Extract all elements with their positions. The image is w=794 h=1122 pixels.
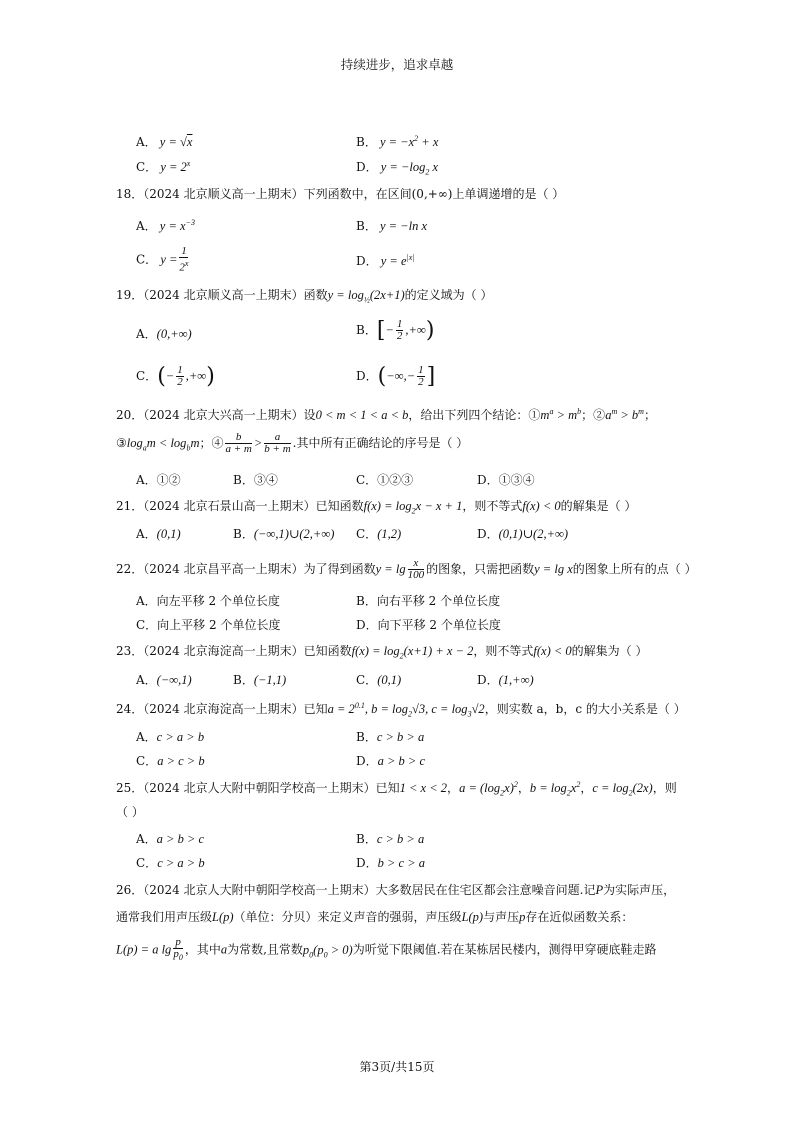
q25-option-d: D．b > c > a <box>356 856 426 870</box>
q19-option-d: D．(−∞,− $\frac{1}{2}$ ] <box>356 364 436 389</box>
q20-option-a: A．①② <box>136 473 181 487</box>
q24-option-b: B．c > b > a <box>356 730 425 744</box>
q19-stem: 19．（2024 北京顺义高一上期末）函数$y = \log_{\frac{1}{2}}(2x+1)$的定义域为（ ） <box>116 288 493 305</box>
header-motto: 持续进步，追求卓越 <box>340 57 454 72</box>
q18-option-b: B． y = −ln x <box>356 219 428 233</box>
q25-option-c: C．c > a > b <box>136 856 205 870</box>
q21-stem: 21．（2024 北京石景山高一上期末）已知函数$f(x) = \log_2x - x + 1$，则不等式f(x) < 0的解集是（ ） <box>116 499 637 516</box>
q18-option-a: A． $y = x^{-3}$ <box>136 217 195 233</box>
q17-option-c: C． $y = 2^x$ <box>136 158 191 174</box>
q21-option-d: D．(0,1)∪(2,+∞) <box>477 527 569 541</box>
q25-paren: （ ） <box>116 805 144 819</box>
q24-option-a: A．c > a > b <box>136 730 205 744</box>
q18-option-c: C． y = $\frac{1}{2^x}$ <box>136 245 189 274</box>
q22-option-b: B．向右平移 2 个单位长度 <box>356 594 501 608</box>
q23-stem: 23．（2024 北京海淀高一上期末）已知函数$f(x) = \log_2(x+1) + x - 2$，则不等式f(x) < 0的解集为（ ） <box>116 644 648 661</box>
q19-option-b: B．[− $\frac{1}{2}$ ,+∞) <box>356 318 435 343</box>
q22-option-d: D．向下平移 2 个单位长度 <box>356 618 501 632</box>
q23-option-b: B．(−1,1) <box>233 673 287 687</box>
q19-option-a: A．(0,+∞) <box>136 327 192 341</box>
q18-option-d: D． $y = e^{|x|}$ <box>356 252 415 268</box>
q20-option-d: D．①③④ <box>477 473 535 487</box>
q24-stem: 24．（2024 北京海淀高一上期末）已知$a = 2^{0.1}$, $b = \log_2√3$, $c = \log_3√2$，则实数 a，b，c 的大小关系是（ ） <box>116 700 686 719</box>
q22-stem: 22．（2024 北京昌平高一上期末）为了得到函数y = lg $\frac{x}{100}$ 的图象，只需把函数y = lg x的图象上所有的点（ ） <box>116 557 697 581</box>
q18-stem: 18．（2024 北京顺义高一上期末）下列函数中，在区间(0,+∞)上单调递增的是（ ） <box>116 187 565 201</box>
q20-stem-line2: $③\log_am < \log_bm$；④ $\frac{b}{a + m}$ > $\frac{a}{b + m}$ .其中所有正确结论的序号是（ ） <box>116 431 469 455</box>
q25-stem: 25．（2024 北京人大附中朝阳学校高一上期末）已知1 < x < 2，$a = (\log_2x)^2$，$b = \log_2x^2$，$c = \log_2(2x)$，则 <box>116 779 677 798</box>
q17-option-b: B． $y = -x^2 + x$ <box>356 133 439 149</box>
q26-stem-line1: 26．（2024 北京人大附中朝阳学校高一上期末）大多数居民在住宅区都会注意噪音问题.记P为实际声压， <box>116 883 676 897</box>
q20-stem: 20．（2024 北京大兴高一上期末）设0 < m < 1 < a < b，给出下列四个结论：$①m^a > m^b$；$②a^m > b^m$； <box>116 406 656 422</box>
q24-option-d: D．a > b > c <box>356 754 426 768</box>
q26-stem-line2: 通常我们用声压级L(p)（单位：分贝）来定义声音的强弱，声压级L(p)与声压p存在近似函数关系： <box>116 910 634 924</box>
q21-option-b: B．(−∞,1)∪(2,+∞) <box>233 527 335 541</box>
q21-option-a: A．(0,1) <box>136 527 181 541</box>
q22-option-c: C．向上平移 2 个单位长度 <box>136 618 281 632</box>
q23-option-c: C．(0,1) <box>356 673 402 687</box>
q17-option-d: D． $y = -\log_2$ x <box>356 160 439 177</box>
q20-option-c: C．①②③ <box>356 473 414 487</box>
page-number: 第3页/共15页 <box>359 1060 435 1074</box>
q25-option-a: A．a > b > c <box>136 832 205 846</box>
q23-option-d: D．(1,+∞) <box>477 673 534 687</box>
q23-option-a: A．(−∞,1) <box>136 673 192 687</box>
q17-option-a: A． y = √x <box>136 135 193 149</box>
q21-option-c: C．(1,2) <box>356 527 402 541</box>
q25-option-b: B．c > b > a <box>356 832 425 846</box>
q22-option-a: A．向左平移 2 个单位长度 <box>136 594 280 608</box>
q24-option-c: C．a > c > b <box>136 754 205 768</box>
q19-option-c: C．(− $\frac{1}{2}$ ,+∞) <box>136 364 215 389</box>
q26-stem-line3: L(p) = a lg $\frac{p}{p_0}$ ，其中a为常数,且常数$p_0(p_0 > 0)$为听觉下限阈值.若在某栋居民楼内，测得甲穿硬底鞋走路 <box>116 936 657 963</box>
q20-option-b: B．③④ <box>233 473 278 487</box>
